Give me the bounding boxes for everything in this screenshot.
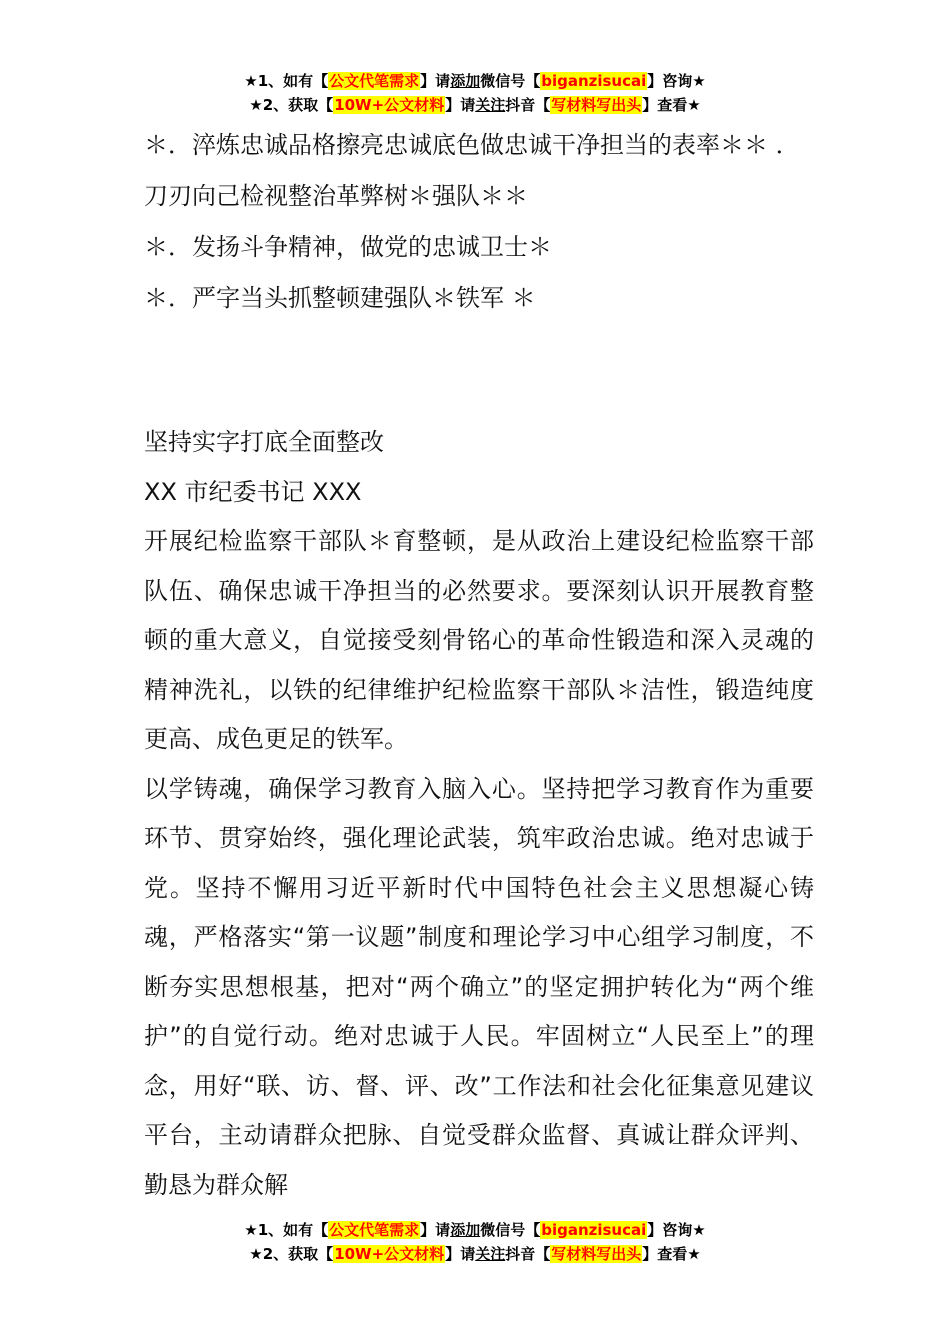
highlight-materials: 10W+公文材料: [334, 1245, 445, 1263]
article-author: XX 市纪委书记 XXX: [144, 477, 362, 506]
paragraph: 以学铸魂，确保学习教育入脑入心。坚持把学习教育作为重要环节、贯穿始终，强化理论武装，筑牢政治忠诚。绝对忠诚于党。坚持不懈用习近平新时代中国特色社会主义思想凝心铸魂，严格落实“第一议题”制度和理论学习中心组学习制度，不断夯实思想根基，把对“两个确立”的坚定拥护转化为“两个维护”的自觉行动。绝对忠诚于人民。牢固树立“人民至上”的理念，用好“联、访、督、评、改”工作法和社会化征集意见建议平台，主动请群众把脉、自觉受群众监督、真诚让群众评判、勤恳为群众解: [144, 774, 814, 1199]
highlight-douyin: 写材料写出头: [551, 1245, 642, 1263]
article-body: [144, 418, 814, 1210]
highlight-service: 公文代笔需求: [329, 1221, 420, 1239]
toc-line: ＊．发扬斗争精神，做党的忠诚卫士＊: [144, 233, 552, 261]
highlight-douyin: 写材料写出头: [551, 96, 642, 114]
footer-banner: [0, 1218, 950, 1266]
article-title: 坚持实字打底全面整改: [144, 428, 384, 456]
highlight-materials: 10W+公文材料: [334, 96, 445, 114]
header-banner: [0, 69, 950, 117]
toc-line: ＊．严字当头抓整顿建强队＊铁军 ＊: [144, 284, 536, 312]
toc-block: [144, 120, 814, 324]
toc-line: ＊．淬炼忠诚品格擦亮忠诚底色做忠诚干净担当的表率＊＊ ．: [144, 131, 800, 159]
highlight-wechat-id: biganzisucai: [541, 1221, 647, 1239]
highlight-wechat-id: biganzisucai: [541, 72, 647, 90]
banner-line-1: ★1、如有【公文代笔需求】请添加微信号【biganzisucai】咨询★: [244, 72, 706, 90]
highlight-service: 公文代笔需求: [329, 72, 420, 90]
toc-line: 刀刃向己检视整治革弊树＊强队＊＊: [144, 182, 528, 210]
banner-line-2: ★2、获取【10W+公文材料】请关注抖音【写材料写出头】查看★: [249, 1245, 701, 1263]
banner-line-2: ★2、获取【10W+公文材料】请关注抖音【写材料写出头】查看★: [249, 96, 701, 114]
banner-line-1: ★1、如有【公文代笔需求】请添加微信号【biganzisucai】咨询★: [244, 1221, 706, 1239]
paragraph: 开展纪检监察干部队＊育整顿，是从政治上建设纪检监察干部队伍、确保忠诚干净担当的必然要求。要深刻认识开展教育整顿的重大意义，自觉接受刻骨铭心的革命性锻造和深入灵魂的精神洗礼，以铁的纪律维护纪检监察干部队＊洁性，锻造纯度更高、成色更足的铁军。: [144, 527, 814, 753]
